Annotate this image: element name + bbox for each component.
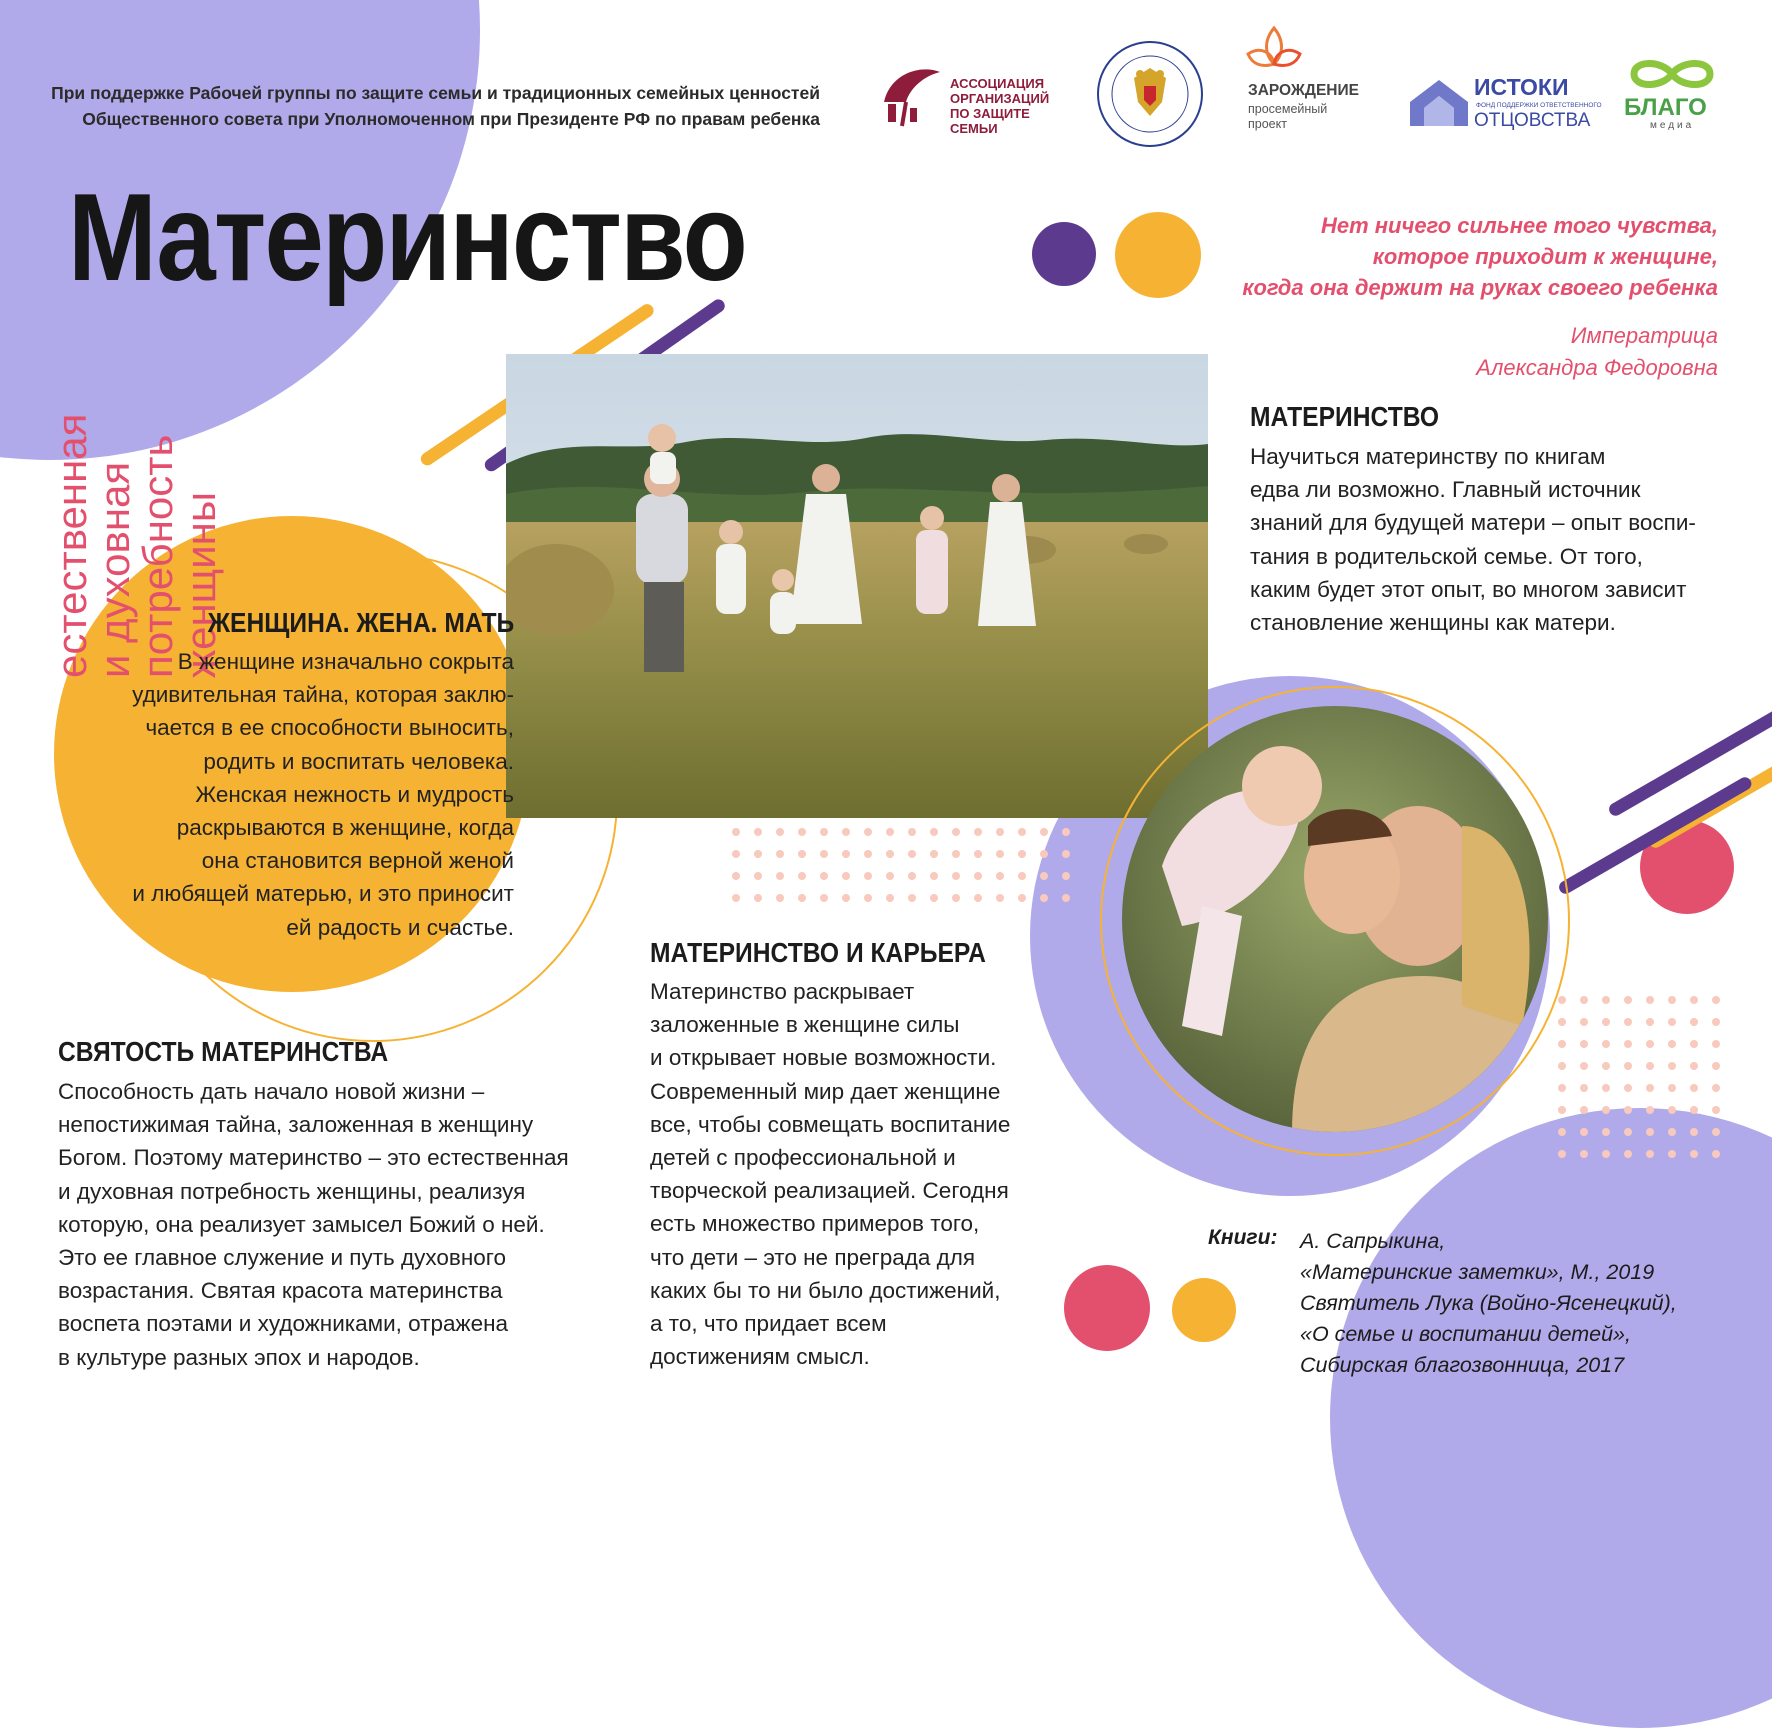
section-career-line: есть множество примеров того, — [650, 1211, 980, 1237]
halftone-dot — [1018, 850, 1026, 858]
halftone-dot — [820, 872, 828, 880]
book-line: «О семье и воспитании детей», — [1300, 1322, 1631, 1346]
halftone-dot — [1558, 1018, 1566, 1026]
books-list — [1300, 1226, 1677, 1381]
house-roof-icon — [1408, 76, 1470, 128]
quote-author — [1476, 320, 1718, 384]
section-career-line: творческой реализацией. Сегодня — [650, 1178, 1009, 1204]
section-holiness-line: Богом. Поэтому материнство – это естественная — [58, 1145, 569, 1171]
halftone-dot — [798, 872, 806, 880]
halftone-dot — [908, 850, 916, 858]
istoki-small: ФОНД ПОДДЕРЖКИ ОТВЕТСТВЕННОГО — [1476, 102, 1602, 109]
halftone-dot — [974, 872, 982, 880]
section-woman-heading: ЖЕНЩИНА. ЖЕНА. МАТЬ — [207, 607, 514, 638]
halftone-dot — [1040, 872, 1048, 880]
halftone-dot — [1668, 1150, 1676, 1158]
halftone-dot — [1668, 1062, 1676, 1070]
halftone-dot — [754, 828, 762, 836]
flower-icon — [1244, 24, 1304, 78]
section-motherhood-line: становление женщины как матери. — [1250, 610, 1616, 636]
halftone-dot — [1040, 850, 1048, 858]
halftone-dot — [1040, 894, 1048, 902]
quote-line-3: когда она держит на руках своего ребенка — [1242, 275, 1718, 300]
halftone-dot — [1580, 1062, 1588, 1070]
section-career-line: все, чтобы совмещать воспитание — [650, 1111, 1011, 1137]
halftone-dot — [1712, 1018, 1720, 1026]
association-line-2: ОРГАНИЗАЦИЙ — [950, 91, 1050, 106]
umbrella-icon — [880, 62, 946, 128]
halftone-dot — [886, 850, 894, 858]
halftone-dot — [1668, 1128, 1676, 1136]
quote-author-line-2: Александра Федоровна — [1476, 355, 1718, 380]
halftone-dot — [930, 828, 938, 836]
sponsor-line-2: Общественного совета при Уполномоченном при Президенте РФ по правам ребенка — [82, 109, 820, 129]
halftone-dot — [732, 872, 740, 880]
section-holiness-line: и духовная потребность женщины, реализуя — [58, 1178, 526, 1204]
section-holiness-line: Это ее главное служение и путь духовного — [58, 1245, 507, 1271]
section-woman-line: она становится верной женой — [201, 848, 514, 874]
halftone-dot — [864, 872, 872, 880]
halftone-dot — [1018, 894, 1026, 902]
halftone-dot — [952, 872, 960, 880]
book-line: Святитель Лука (Войно-Ясенецкий), — [1300, 1291, 1677, 1315]
halftone-dot — [996, 828, 1004, 836]
halftone-dot — [908, 872, 916, 880]
halftone-dot — [842, 894, 850, 902]
halftone-dot — [1018, 872, 1026, 880]
book-line: А. Сапрыкина, — [1300, 1229, 1446, 1253]
halftone-dot — [1580, 996, 1588, 1004]
association-line-3: ПО ЗАЩИТЕ СЕМЬИ — [950, 106, 1030, 136]
halftone-dot — [1712, 1040, 1720, 1048]
halftone-dot — [1602, 1040, 1610, 1048]
halftone-dot — [1646, 996, 1654, 1004]
halftone-dot — [1062, 850, 1070, 858]
halftone-dot — [1062, 872, 1070, 880]
orange-dot-bottom — [1172, 1278, 1236, 1342]
blago-name: БЛАГО — [1624, 94, 1707, 121]
vertical-line-2: и духовная — [91, 461, 138, 678]
halftone-dot — [1602, 1062, 1610, 1070]
quote-author-line-1: Императрица — [1570, 323, 1718, 348]
association-logo — [880, 62, 1070, 136]
halftone-dot — [1646, 1128, 1654, 1136]
halftone-dot — [1690, 1018, 1698, 1026]
halftone-dot — [1646, 1150, 1654, 1158]
halftone-dot — [842, 872, 850, 880]
halftone-dot — [1712, 1084, 1720, 1092]
halftone-dot — [1624, 1106, 1632, 1114]
section-holiness-line: возрастания. Святая красота материнства — [58, 1278, 503, 1304]
halftone-dot — [754, 850, 762, 858]
halftone-dot — [1558, 1062, 1566, 1070]
halftone-dot — [1624, 1150, 1632, 1158]
halftone-dot — [1558, 1150, 1566, 1158]
halftone-dot — [798, 850, 806, 858]
association-line-1: АССОЦИАЦИЯ — [950, 76, 1045, 91]
section-motherhood-line: каким будет этот опыт, во многом зависит — [1250, 576, 1687, 602]
halftone-dot — [1712, 1150, 1720, 1158]
halftone-dot — [1624, 1128, 1632, 1136]
halftone-dot — [1580, 1018, 1588, 1026]
council-seal-logo — [1096, 40, 1204, 148]
coat-of-arms-seal-icon — [1096, 40, 1204, 148]
pink-dot-bottom — [1064, 1265, 1150, 1351]
halftone-dot — [952, 894, 960, 902]
section-motherhood-text — [1250, 440, 1696, 639]
halftone-dot — [930, 872, 938, 880]
vertical-line-4: женщины — [177, 491, 224, 678]
halftone-dot — [1690, 1128, 1698, 1136]
section-woman-line: и любящей матерью, и это приносит — [132, 881, 514, 907]
halftone-dot — [974, 894, 982, 902]
halftone-dot — [1558, 1084, 1566, 1092]
lavender-blob-bottom-right — [1330, 1108, 1772, 1728]
book-line: Сибирская благозвонница, 2017 — [1300, 1353, 1625, 1377]
section-career-line: детей с профессиональной и — [650, 1145, 956, 1171]
halftone-dot — [1018, 828, 1026, 836]
halftone-dot — [1040, 828, 1048, 836]
section-career-line: и открывает новые возможности. — [650, 1045, 997, 1071]
section-motherhood-heading: МАТЕРИНСТВО — [1250, 401, 1440, 432]
halftone-dot — [732, 828, 740, 836]
halftone-dot — [952, 828, 960, 836]
halftone-dot — [820, 894, 828, 902]
section-career-line: Современный мир дает женщине — [650, 1078, 1001, 1104]
vertical-slogan — [50, 414, 222, 678]
halftone-dot — [1624, 1040, 1632, 1048]
page-title: Материнство — [68, 169, 746, 307]
halftone-dot — [1558, 1106, 1566, 1114]
halftone-dot — [1690, 1062, 1698, 1070]
zarozhdenie-line-2: просемейный — [1248, 102, 1328, 116]
halftone-dot — [864, 828, 872, 836]
halftone-dot — [798, 894, 806, 902]
halftone-dot — [930, 850, 938, 858]
halftone-dot — [886, 894, 894, 902]
halftone-dot — [1624, 1062, 1632, 1070]
section-career-line: заложенные в женщине силы — [650, 1012, 960, 1038]
quote-line-1: Нет ничего сильнее того чувства, — [1320, 213, 1718, 238]
halftone-dot — [1712, 1062, 1720, 1070]
halftone-dot — [842, 828, 850, 836]
halftone-dot — [930, 894, 938, 902]
book-line: «Материнские заметки», М., 2019 — [1300, 1260, 1655, 1284]
istoki-logo — [1408, 72, 1602, 132]
halftone-dot — [1668, 1106, 1676, 1114]
halftone-dot — [754, 872, 762, 880]
family-field-photo — [506, 354, 1208, 818]
parents-with-baby-photo — [1122, 706, 1548, 1132]
halftone-dot — [886, 872, 894, 880]
halftone-dot — [996, 850, 1004, 858]
halftone-dot — [974, 850, 982, 858]
section-woman-line: Женская нежность и мудрость — [195, 781, 514, 807]
halftone-dot — [776, 894, 784, 902]
vertical-line-1: естественная — [48, 413, 95, 678]
section-career-heading: МАТЕРИНСТВО И КАРЬЕРА — [650, 937, 986, 968]
halftone-dot — [1602, 1150, 1610, 1158]
zarozhdenie-name: ЗАРОЖДЕНИЕ — [1248, 82, 1359, 99]
section-woman-line: ей радость и счастье. — [286, 914, 514, 940]
halftone-dot — [996, 894, 1004, 902]
halftone-dot — [864, 850, 872, 858]
zarozhdenie-logo — [1228, 24, 1378, 134]
halftone-dot — [1602, 1128, 1610, 1136]
section-woman-line: В женщине изначально сокрыта — [177, 649, 514, 674]
istoki-line-2: ОТЦОВСТВА — [1474, 110, 1591, 131]
halftone-dot — [1602, 1018, 1610, 1026]
halftone-dot — [798, 828, 806, 836]
section-woman-line: раскрываются в женщине, когда — [176, 815, 514, 841]
halftone-dot — [1712, 1106, 1720, 1114]
section-woman-line: удивительная тайна, которая заклю- — [132, 682, 514, 708]
halftone-dot — [1580, 1106, 1588, 1114]
section-career-line: Материнство раскрывает — [650, 979, 915, 1004]
halftone-dot — [1712, 1128, 1720, 1136]
halftone-dot — [1558, 1128, 1566, 1136]
halftone-dot — [1690, 1084, 1698, 1092]
halftone-dot — [1668, 1084, 1676, 1092]
halftone-dot — [1624, 1018, 1632, 1026]
halftone-dot — [1690, 1040, 1698, 1048]
section-holiness-line: Способность дать начало новой жизни – — [58, 1079, 485, 1104]
halftone-dot — [820, 828, 828, 836]
halftone-dot — [1580, 1128, 1588, 1136]
halftone-dot — [1580, 1040, 1588, 1048]
quote-line-2: которое приходит к женщине, — [1372, 244, 1718, 269]
halftone-dot — [1062, 894, 1070, 902]
infinity-icon — [1622, 56, 1722, 92]
section-motherhood-line: тания в родительской семье. От того, — [1250, 543, 1643, 569]
section-career-line: каких бы то ни было достижений, — [650, 1277, 1001, 1303]
halftone-dot — [1558, 996, 1566, 1004]
halftone-dot — [776, 850, 784, 858]
section-motherhood-line: едва ли возможно. Главный источник — [1250, 477, 1641, 503]
halftone-dot — [1602, 1106, 1610, 1114]
orange-dot-top — [1115, 212, 1201, 298]
section-holiness-text — [58, 1075, 569, 1374]
section-holiness-heading: СВЯТОСТЬ МАТЕРИНСТВА — [58, 1036, 389, 1067]
halftone-dot — [1580, 1084, 1588, 1092]
halftone-dot — [1668, 1018, 1676, 1026]
halftone-dot — [1580, 1150, 1588, 1158]
halftone-dot — [1646, 1084, 1654, 1092]
halftone-dot — [952, 850, 960, 858]
halftone-dot — [996, 872, 1004, 880]
halftone-dot — [732, 894, 740, 902]
section-career-text — [650, 975, 1010, 1373]
halftone-dot — [776, 872, 784, 880]
section-motherhood-line: Научиться материнству по книгам — [1250, 444, 1606, 469]
section-woman-text — [132, 645, 514, 944]
istoki-name: ИСТОКИ — [1474, 74, 1569, 100]
halftone-dot — [1624, 996, 1632, 1004]
halftone-dot — [820, 850, 828, 858]
halftone-dot — [1690, 996, 1698, 1004]
books-label: Книги: — [1208, 1226, 1278, 1249]
section-woman-line: чается в ее способности выносить, — [145, 715, 514, 741]
blago-media-logo — [1622, 56, 1732, 136]
sponsor-statement — [40, 80, 820, 132]
halftone-dot — [1646, 1062, 1654, 1070]
halftone-dot — [1668, 996, 1676, 1004]
halftone-dot — [1062, 828, 1070, 836]
halftone-dot — [1690, 1150, 1698, 1158]
halftone-dot — [1668, 1040, 1676, 1048]
purple-dot-top — [1032, 222, 1096, 286]
halftone-dot — [842, 850, 850, 858]
section-woman-line: родить и воспитать человека. — [203, 748, 514, 774]
purple-stripe-right — [1607, 692, 1772, 818]
halftone-dot — [754, 894, 762, 902]
halftone-dot — [1602, 996, 1610, 1004]
halftone-dot — [1558, 1040, 1566, 1048]
section-career-line: что дети – это не преграда для — [650, 1244, 976, 1270]
section-holiness-line: в культуре разных эпох и народов. — [58, 1344, 420, 1370]
sponsor-line-1: При поддержке Рабочей группы по защите семьи и традиционных семейных ценностей — [51, 83, 820, 103]
blago-line-2: медиа — [1650, 120, 1695, 131]
halftone-dot — [886, 828, 894, 836]
halftone-dot — [1646, 1106, 1654, 1114]
halftone-dot — [908, 828, 916, 836]
halftone-dot — [732, 850, 740, 858]
vertical-line-3: потребность — [134, 434, 181, 678]
section-career-line: а то, что придает всем — [650, 1311, 887, 1337]
quote — [1242, 210, 1718, 303]
halftone-dot — [1602, 1084, 1610, 1092]
halftone-dot — [908, 894, 916, 902]
zarozhdenie-line-3: проект — [1248, 117, 1287, 131]
halftone-dot — [1624, 1084, 1632, 1092]
section-motherhood-line: знаний для будущей матери – опыт воспи- — [1250, 510, 1696, 536]
section-holiness-line: которую, она реализует замысел Божий о ней. — [58, 1211, 545, 1237]
halftone-dot — [864, 894, 872, 902]
halftone-dot — [1646, 1040, 1654, 1048]
section-career-line: достижениям смысл. — [650, 1344, 870, 1370]
halftone-dot — [974, 828, 982, 836]
halftone-dot — [1646, 1018, 1654, 1026]
halftone-dot — [1712, 996, 1720, 1004]
halftone-dot — [776, 828, 784, 836]
section-holiness-line: воспета поэтами и художниками, отражена — [58, 1311, 509, 1337]
section-holiness-line: непостижимая тайна, заложенная в женщину — [58, 1112, 534, 1138]
halftone-dot — [1690, 1106, 1698, 1114]
